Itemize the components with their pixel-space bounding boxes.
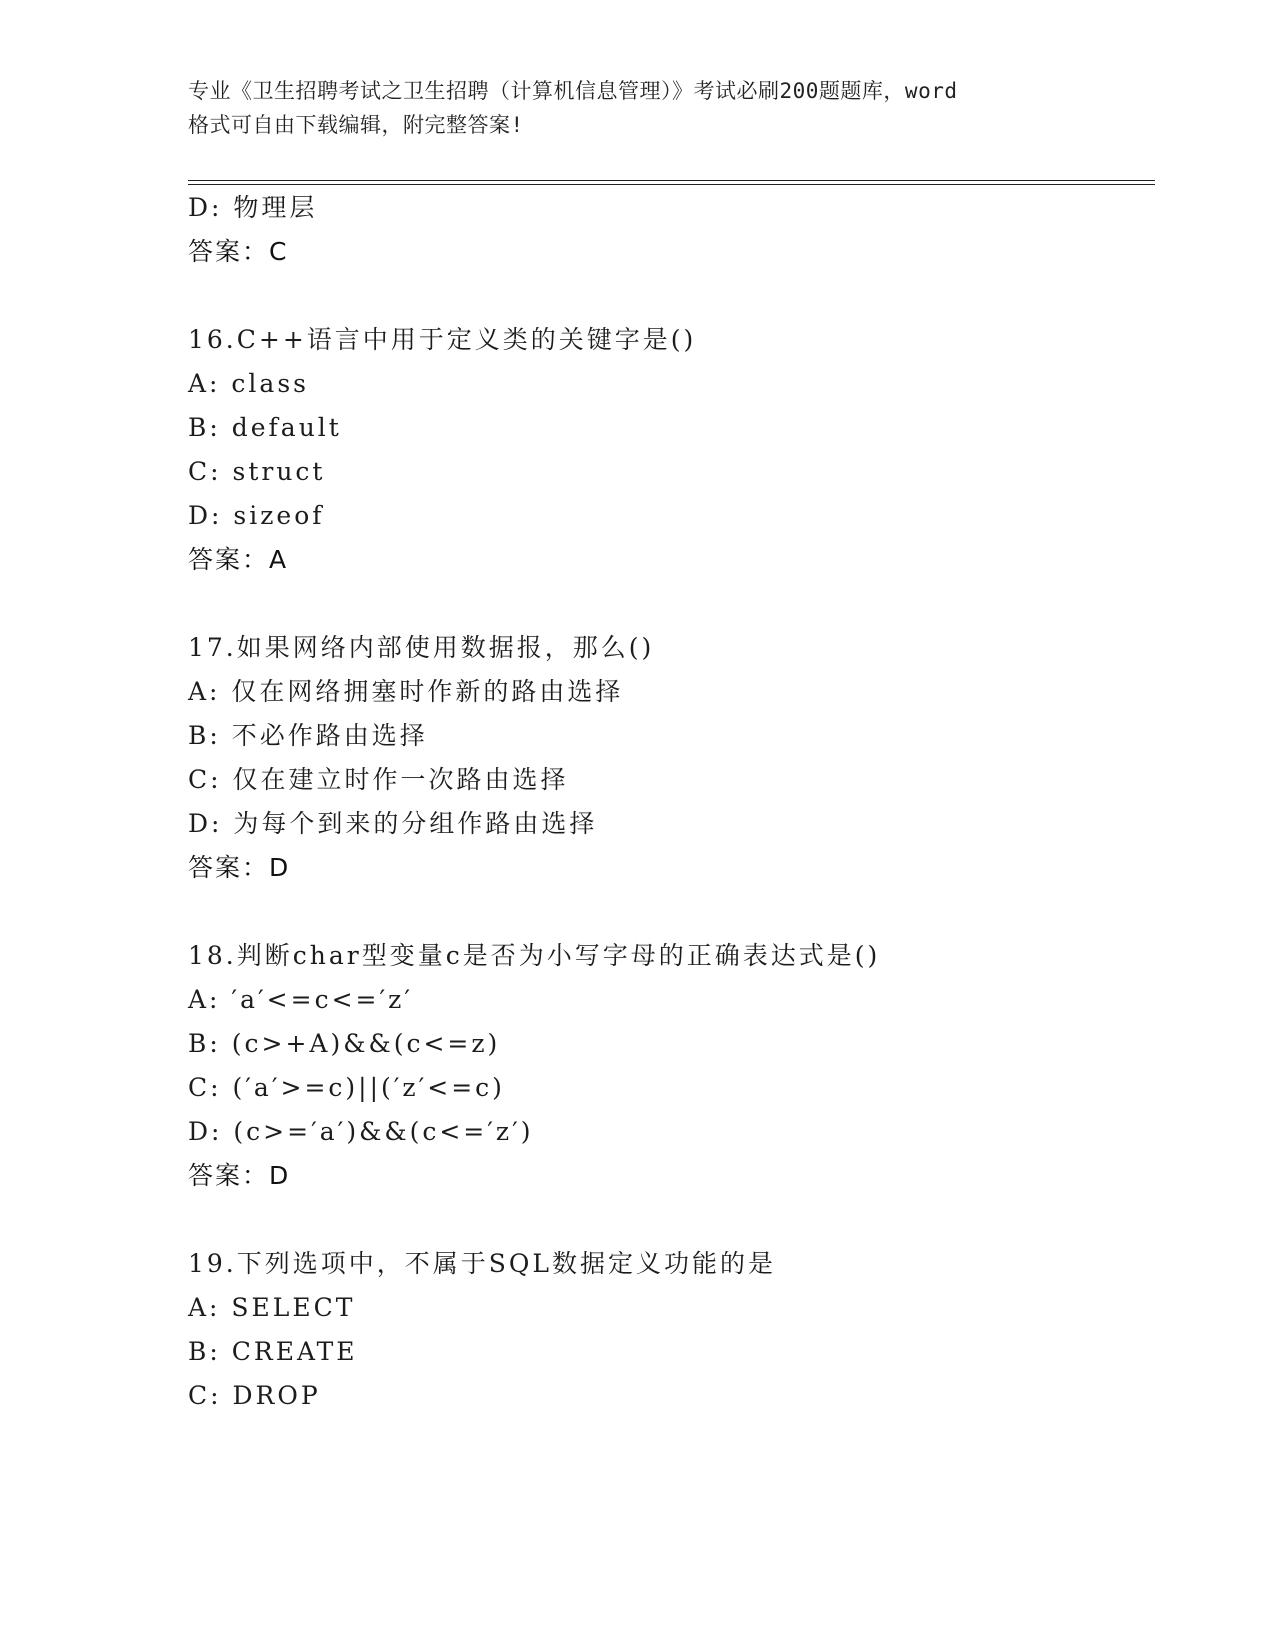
- q16-answer: 答案：A: [188, 545, 289, 574]
- q19-option-c: C: DROP: [188, 1381, 321, 1410]
- q17-option-c: C: 仅在建立时作一次路由选择: [188, 765, 569, 794]
- q17-option-b: B: 不必作路由选择: [188, 721, 428, 750]
- q17-answer: 答案：D: [188, 853, 291, 882]
- q16-option-a: A: class: [188, 369, 309, 398]
- q17-option-a: A: 仅在网络拥塞时作新的路由选择: [188, 677, 624, 706]
- q16-option-d: D: sizeof: [188, 501, 325, 530]
- q18-option-d: D: (c>=′a′)&&(c<=′z′): [188, 1117, 534, 1146]
- q17-option-d: D: 为每个到来的分组作路由选择: [188, 809, 598, 838]
- q15-option-d: D: 物理层: [188, 193, 318, 222]
- q19-option-b: B: CREATE: [188, 1337, 358, 1366]
- q16-option-c: C: struct: [188, 457, 326, 486]
- q18-answer: 答案：D: [188, 1161, 291, 1190]
- document-header: [188, 74, 1088, 142]
- q18-option-b: B: (c>+A)&&(c<=z): [188, 1029, 501, 1058]
- q15-answer: 答案：C: [188, 237, 289, 266]
- q19-option-a: A: SELECT: [188, 1293, 356, 1322]
- header-line-2: 格式可自由下载编辑，附完整答案!: [188, 113, 524, 137]
- q16-option-b: B: default: [188, 413, 342, 442]
- q18-question: 18.判断char型变量c是否为小写字母的正确表达式是(): [188, 941, 881, 970]
- q18-option-c: C: (′a′>=c)||(′z′<=c): [188, 1073, 505, 1102]
- header-rule-top: [188, 180, 1155, 181]
- q17-question: 17.如果网络内部使用数据报，那么(): [188, 633, 655, 662]
- q19-question: 19.下列选项中，不属于SQL数据定义功能的是: [188, 1249, 776, 1278]
- header-line-1: 专业《卫生招聘考试之卫生招聘（计算机信息管理）》考试必刷200题题库，word: [188, 79, 958, 103]
- q16-question: 16.C++语言中用于定义类的关键字是(): [188, 325, 697, 354]
- header-rule-bottom: [188, 184, 1155, 185]
- q18-option-a: A: ′a′<=c<=′z′: [188, 985, 413, 1014]
